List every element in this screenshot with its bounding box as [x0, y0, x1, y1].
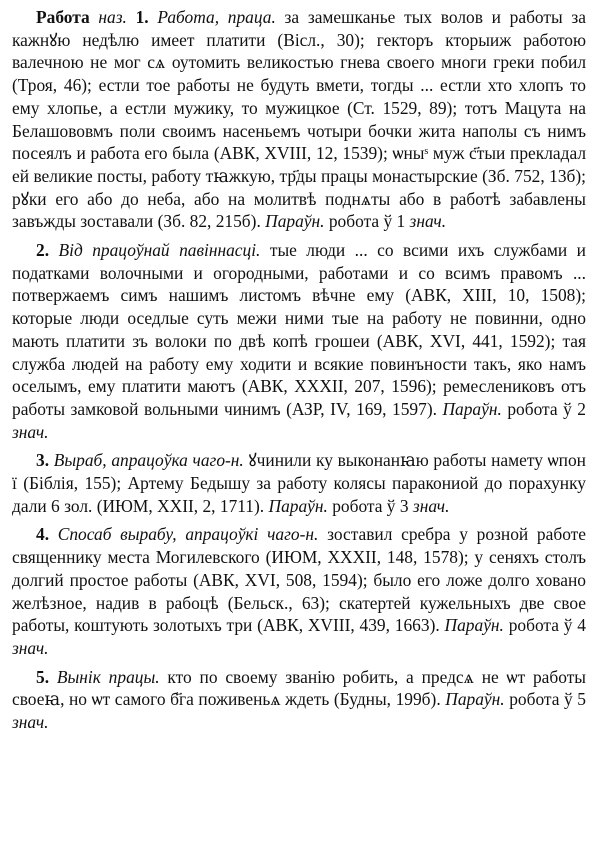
compare-label: Параўн. [268, 495, 328, 516]
sense-5 [12, 666, 586, 734]
compare-tail: знач. [412, 495, 450, 516]
sense-citations: тые люди ... со всими ихъ службами и податками волочными и огородными, работами и со всимъ правомъ ... потвержаемъ симъ нашимъ листомъ вѣчне ему (АВК, XIII, 10, 1508); которые люди оседлые суть межи ними тые на работу не повинни, одно мають платити зъ волоки по двѣ копѣ грошеи (АВК, XVI, 441, 1592); тая служба людей на работу ему ходити и всякие повинъности такъ, яко намъ оселымъ, ему платити маютъ (АВК, XXXII, 207, 1596); ремеслениковъ отъ работы замковой вольными чинимъ (АЗР, IV, 169, 1597). [12, 240, 586, 419]
sense-gloss: Спосаб вырабу, апрацоўкі чаго-н. [57, 524, 319, 545]
sense-gloss: Від працоўнай павіннасці. [58, 240, 261, 261]
compare-reference: робота ў 5 [509, 689, 586, 710]
compare-label: Параўн. [444, 615, 504, 636]
sense-number: 5. [36, 666, 50, 687]
sense-number: 3. [36, 450, 50, 471]
sense-3 [12, 449, 586, 517]
sense-number: 2. [36, 240, 50, 261]
part-of-speech: наз. [98, 7, 127, 27]
sense-number: 1. [135, 7, 149, 27]
compare-tail: знач. [12, 712, 49, 733]
compare-label: Параўн. [445, 689, 505, 710]
compare-reference: робота ў 3 [332, 495, 409, 516]
compare-reference: робота ў 2 [507, 398, 586, 419]
sense-gloss: Выраб, апрацоўка чаго-н. [53, 450, 244, 471]
compare-label: Параўн. [265, 211, 325, 232]
sense-number: 4. [36, 524, 50, 545]
sense-4 [12, 523, 586, 659]
compare-reference: робота ў 1 [328, 211, 406, 232]
compare-label: Параўн. [442, 398, 502, 419]
compare-tail: знач. [12, 637, 49, 658]
headword: Работа [36, 7, 90, 27]
sense-gloss: Вынік працы. [56, 666, 160, 687]
sense-citations: за замешканье тых волов и работы за кажнꙋю недѣлю имеет платити (Вісл., 30); гекторъ кторыиж работою валечною не мог сѧ оутомить великостью гнева своего многи греки побил (Троя, 46); естли тое работы не будуть вмети, тогды ... естли хто хлопъ то ему хлопье, а естли мужику, то мужицкое (Ст. 1529, 89); тотъ Мацута на Белашововмъ поли своимъ насеньемъ чотыри бочки жита наполы съ нимъ посеялъ и работа его была (АВК, XVIII, 12, 1539); ѡныˢ муж с҃тыи прекладал ей великие посты, работу тꙗжкую, тр҃ды працы монастырские (Зб. 752, 13б); рꙋки его або до неба, або на молитвѣ поднѧты або в работѣ забавлены завъжды зоставали (Зб. 82, 215б). [12, 7, 586, 232]
compare-tail: знач. [12, 421, 49, 442]
sense-citations: ꙋчинили ку выконанꙗю работы намету ѡпон ї (Біблія, 155); Артему Бедышу за работу колясы паракониой до порахунку дали 6 зол. (ИЮМ, XXII, 2, 1711). [12, 450, 586, 516]
sense-1 [12, 6, 586, 233]
compare-reference: робота ў 4 [508, 615, 586, 636]
sense-citations: зоставил сребра у розной работе священнику места Могилевского (ИЮМ, XXXII, 148, 1578); у сеняхъ столъ долгий простое работы (АВК, XVI, 508, 1594); было его ложе долго ховано желѣзное, надив в рабоцѣ (Бельск., 63); скатертей кужельныхъ две свое работы, коштують золотыхъ три (АВК, XVIII, 439, 1663). [12, 524, 586, 636]
sense-2 [12, 239, 586, 443]
sense-citations: кто по своему званію робить, а предсѧ не ѡт работы своеꙗ, но ѡт самого б҃га поживеньѧ ждеть (Будны, 199б). [12, 666, 586, 710]
sense-gloss: Работа, праца. [157, 7, 276, 27]
compare-tail: знач. [409, 211, 447, 232]
